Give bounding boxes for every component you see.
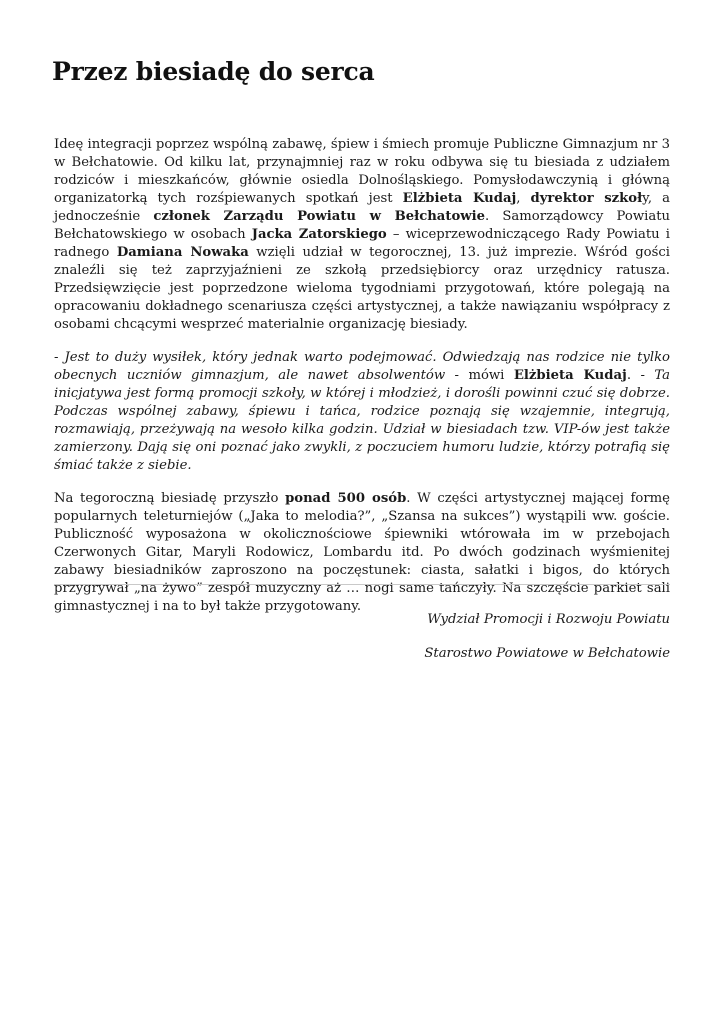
text-run: Ideę integracji poprzez wspólną zabawę, śpiew i śmiech promuje Publiczne Gimnazjum nr 3 w Bełchatowie. Od kilku lat, przynajmniej raz w roku odbywa się tu biesiada z udziałem rodziców i mieszkańców, głównie osiedla Dolnośląskiego. Pomysłodawczynią i główną organizatorką tych rozśpiewanych spotkań jest xyxy=(54,137,670,206)
attendance-bold: ponad 500 osób xyxy=(285,491,407,506)
article-title: Przez biesiadę do serca xyxy=(52,57,375,86)
divider-line xyxy=(54,584,670,585)
person-name-bold: Elżbieta Kudaj xyxy=(513,368,627,383)
quote-italic: Ta inicjatywa jest formą promocji szkoły, w której i młodzież, i dorośli powinni czuć się dobrze. Podczas wspólnej zabawy, śpiewu i tańca, rodzice poznają się wzajemnie, integrują, rozmawiają, przeżywają na wesoło kilka godzin. Udział w biesiadach tzw. VIP-ów jest także zamierzony. Dają się oni poznać jako zwykli, z poczuciem humoru ludzie, którzy potrafią się śmiać także z siebie. xyxy=(54,368,670,473)
signature-department: Wydział Promocji i Rozwoju Powiatu xyxy=(427,612,670,627)
person-name-bold: Jacka Zatorskiego xyxy=(251,227,387,242)
quote-italic: - Jest to duży wysiłek, który jednak warto podejmować. Odwiedzają nas rodzice nie tylko obecnych uczniów gimnazjum, ale nawet absolwentów xyxy=(54,350,670,383)
text-run: , xyxy=(516,191,531,206)
text-run: – wiceprzewodniczącego Rady Powiatu i radnego xyxy=(54,227,670,260)
signature-office: Starostwo Powiatowe w Bełchatowie xyxy=(424,646,670,661)
paragraph-event xyxy=(54,490,670,616)
text-run: . - xyxy=(626,368,655,383)
text-run: . W części artystycznej mającej formę popularnych teleturniejów („Jaka to melodia?”, „Szansa na sukces”) wystąpili ww. goście. Publiczność wyposażona w okolicznościowe śpiewniki wtórowała im w przebojach Czerwonych Gitar, Maryli Rodowicz, Lombardu itd. Po dwóch godzinach wyśmienitej zabawy biesiadników zaproszono na poczęstunek: ciasta, sałatki i bigos, do których przygrywał „na żywo” zespół muzyczny aż … nogi same tańczyły. Na szczęście parkiet sali gimnastycznej i na to był także przygotowany. xyxy=(54,491,670,614)
paragraph-quote xyxy=(54,349,670,475)
paragraph-intro xyxy=(54,136,670,334)
text-run: wzięli udział w tegorocznej, 13. już imprezie. Wśród gości znaleźli się też zaprzyjaźnieni ze szkołą przedsiębiorcy oraz urzędnicy ratusza. Przedsięwzięcie jest poprzedzone wieloma tygodniami przygotowań, które polegają na opracowaniu dokładnego scenariusza części artystycznej, a także nawiązaniu współpracy z osobami chcącymi wesprzeć materialnie organizację biesiady. xyxy=(54,245,670,332)
text-run: y, a jednocześnie xyxy=(54,191,670,224)
role-bold: dyrektor szkoł xyxy=(530,191,643,206)
person-name-bold: Damiana Nowaka xyxy=(116,245,249,260)
person-name-bold: Elżbieta Kudaj xyxy=(402,191,517,206)
text-run: . Samorządowcy Powiatu Bełchatowskiego w osobach xyxy=(54,209,670,242)
text-run: Na tegoroczną biesiadę przyszło xyxy=(54,491,286,506)
article-body xyxy=(54,136,670,616)
text-run: - mówi xyxy=(445,368,514,383)
role-bold: członek Zarządu Powiatu w Bełchatowie xyxy=(153,209,485,224)
